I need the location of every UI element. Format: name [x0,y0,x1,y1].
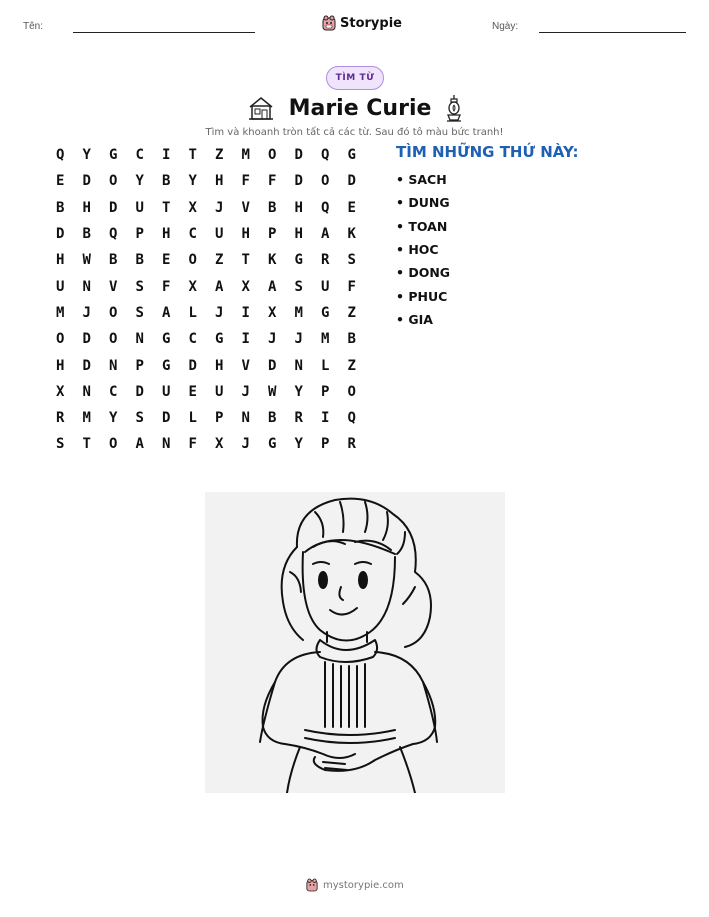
grid-letter[interactable]: D [56,226,65,243]
grid-letter[interactable]: F [268,173,277,190]
grid-letter[interactable]: K [268,252,277,269]
grid-letter[interactable]: F [347,278,356,295]
grid-letter[interactable]: N [162,436,171,453]
grid-letter[interactable]: M [294,304,303,321]
grid-letter[interactable]: D [135,383,144,400]
grid-letter[interactable]: B [347,331,356,348]
grid-letter[interactable]: A [215,278,224,295]
grid-letter[interactable]: O [109,436,118,453]
grid-letter[interactable]: Y [82,147,91,164]
grid-letter[interactable]: S [56,436,65,453]
grid-letter[interactable]: Y [109,410,118,427]
grid-letter[interactable]: X [241,278,250,295]
grid-letter[interactable]: G [215,331,224,348]
grid-letter[interactable]: E [347,199,356,216]
grid-letter[interactable]: D [82,357,91,374]
grid-letter[interactable]: X [215,436,224,453]
grid-letter[interactable]: P [268,226,277,243]
grid-letter[interactable]: A [162,304,171,321]
grid-letter[interactable]: U [215,383,224,400]
name-line [73,32,255,33]
grid-letter[interactable]: T [188,147,197,164]
word-list-item: • SACH [396,172,447,188]
grid-letter[interactable]: D [188,357,197,374]
grid-letter[interactable]: A [135,436,144,453]
instructions: Tìm và khoanh tròn tất cả các từ. Sau đó tô màu bức tranh! [205,127,504,138]
grid-letter[interactable]: F [188,436,197,453]
grid-row [47,431,367,457]
grid-letter[interactable]: U [135,199,144,216]
grid-letter[interactable]: O [347,383,356,400]
grid-letter[interactable]: E [188,383,197,400]
grid-letter[interactable]: C [135,147,144,164]
grid-letter[interactable]: B [162,173,171,190]
grid-letter[interactable]: H [215,357,224,374]
grid-letter[interactable]: R [56,410,65,427]
grid-letter[interactable]: I [321,410,330,427]
grid-row [47,326,367,352]
grid-letter[interactable]: B [82,226,91,243]
grid-row [47,142,367,168]
grid-letter[interactable]: N [82,278,91,295]
grid-letter[interactable]: O [109,304,118,321]
grid-letter[interactable]: L [188,410,197,427]
grid-letter[interactable]: V [241,357,250,374]
grid-letter[interactable]: G [294,252,303,269]
grid-letter[interactable]: H [162,226,171,243]
grid-letter[interactable]: Z [215,252,224,269]
grid-letter[interactable]: Q [109,226,118,243]
grid-letter[interactable]: M [56,304,65,321]
word-search-grid [47,142,367,458]
grid-letter[interactable]: O [56,331,65,348]
grid-letter[interactable]: S [294,278,303,295]
grid-letter[interactable]: E [162,252,171,269]
footer [306,878,404,892]
footer-url[interactable]: mystorypie.com [323,879,404,891]
grid-letter[interactable]: P [321,383,330,400]
word-list-item: • PHUC [396,288,448,304]
grid-letter[interactable]: D [82,331,91,348]
grid-row [47,379,367,405]
grid-letter[interactable]: A [268,278,277,295]
grid-letter[interactable]: J [215,304,224,321]
grid-letter[interactable]: D [294,147,303,164]
grid-letter[interactable]: Q [347,410,356,427]
house-icon [247,95,275,121]
grid-letter[interactable]: M [241,147,250,164]
grid-letter[interactable]: S [135,278,144,295]
grid-letter[interactable]: R [347,436,356,453]
grid-letter[interactable]: W [82,252,91,269]
grid-letter[interactable]: H [294,226,303,243]
grid-letter[interactable]: Y [135,173,144,190]
grid-letter[interactable]: G [162,357,171,374]
grid-row [47,273,367,299]
grid-letter[interactable]: D [294,173,303,190]
word-list-item: • TOAN [396,218,448,234]
grid-row [47,221,367,247]
grid-letter[interactable]: D [268,357,277,374]
grid-letter[interactable]: F [162,278,171,295]
grid-letter[interactable]: G [162,331,171,348]
activity-badge: TÌM TỪ [326,66,384,90]
grid-letter[interactable]: V [241,199,250,216]
storypie-footer-icon [306,878,318,892]
grid-letter[interactable]: U [162,383,171,400]
grid-letter[interactable]: P [135,226,144,243]
grid-letter[interactable]: P [321,436,330,453]
grid-letter[interactable]: J [215,199,224,216]
word-list [396,168,450,331]
grid-letter[interactable]: T [241,252,250,269]
grid-letter[interactable]: P [215,410,224,427]
grid-letter[interactable]: O [109,331,118,348]
grid-letter[interactable]: Q [56,147,65,164]
grid-letter[interactable]: B [135,252,144,269]
grid-letter[interactable]: S [135,304,144,321]
name-label: Tên: [23,21,44,32]
grid-letter[interactable]: B [109,252,118,269]
grid-row [47,300,367,326]
grid-letter[interactable]: D [162,410,171,427]
grid-letter[interactable]: H [82,199,91,216]
grid-letter[interactable]: O [188,252,197,269]
storypie-logo-icon [322,15,336,31]
grid-letter[interactable]: S [347,252,356,269]
grid-letter[interactable]: I [241,304,250,321]
grid-letter[interactable]: X [268,304,277,321]
grid-letter[interactable]: J [241,383,250,400]
grid-letter[interactable]: W [268,383,277,400]
word-list-item: • HOC [396,242,439,258]
grid-letter[interactable]: B [268,410,277,427]
date-line [539,32,686,33]
grid-letter[interactable]: Y [294,436,303,453]
grid-letter[interactable]: Z [347,357,356,374]
grid-letter[interactable]: R [321,252,330,269]
grid-letter[interactable]: G [268,436,277,453]
grid-letter[interactable]: H [241,226,250,243]
word-list-title: TÌM NHỮNG THỨ NÀY: [396,143,579,161]
grid-letter[interactable]: C [188,226,197,243]
grid-letter[interactable]: Q [321,199,330,216]
grid-letter[interactable]: L [321,357,330,374]
grid-letter[interactable]: D [82,173,91,190]
grid-letter[interactable]: C [109,383,118,400]
title-row [240,90,470,126]
grid-letter[interactable]: H [56,357,65,374]
grid-letter[interactable]: G [321,304,330,321]
grid-letter[interactable]: J [268,331,277,348]
grid-letter[interactable]: O [268,147,277,164]
grid-letter[interactable]: D [109,199,118,216]
grid-letter[interactable]: G [347,147,356,164]
storypie-logo [322,13,402,33]
grid-letter[interactable]: B [268,199,277,216]
grid-letter[interactable]: O [109,173,118,190]
grid-letter[interactable]: I [241,331,250,348]
grid-letter[interactable]: G [109,147,118,164]
grid-letter[interactable]: N [294,357,303,374]
grid-letter[interactable]: P [135,357,144,374]
grid-row [47,195,367,221]
grid-letter[interactable]: L [188,304,197,321]
date-label: Ngày: [492,21,519,32]
grid-letter[interactable]: X [188,199,197,216]
grid-letter[interactable]: D [347,173,356,190]
grid-letter[interactable]: X [56,383,65,400]
grid-letter[interactable]: T [162,199,171,216]
grid-letter[interactable]: J [82,304,91,321]
grid-letter[interactable]: R [294,410,303,427]
grid-row [47,405,367,431]
grid-letter[interactable]: K [347,226,356,243]
grid-letter[interactable]: Q [321,147,330,164]
grid-letter[interactable]: H [215,173,224,190]
grid-letter[interactable]: Y [294,383,303,400]
grid-letter[interactable]: N [241,410,250,427]
grid-letter[interactable]: V [109,278,118,295]
grid-letter[interactable]: I [162,147,171,164]
grid-letter[interactable]: N [82,383,91,400]
grid-letter[interactable]: F [241,173,250,190]
grid-letter[interactable]: X [188,278,197,295]
grid-letter[interactable]: Y [188,173,197,190]
grid-letter[interactable]: M [82,410,91,427]
grid-letter[interactable]: Z [347,304,356,321]
grid-letter[interactable]: N [135,331,144,348]
word-list-item: • DUNG [396,195,450,211]
grid-letter[interactable]: M [321,331,330,348]
word-list-item: • DONG [396,265,451,281]
page-title: Marie Curie [288,95,432,121]
grid-letter[interactable]: H [294,199,303,216]
grid-letter[interactable]: U [56,278,65,295]
grid-letter[interactable]: H [56,252,65,269]
grid-letter[interactable]: T [82,436,91,453]
grid-letter[interactable]: E [56,173,65,190]
grid-row [47,352,367,378]
grid-row [47,168,367,194]
grid-letter[interactable]: Z [215,147,224,164]
grid-letter[interactable]: C [188,331,197,348]
word-list-item: • GIA [396,311,433,327]
grid-letter[interactable]: A [321,226,330,243]
grid-letter[interactable]: S [135,410,144,427]
grid-letter[interactable]: N [109,357,118,374]
marie-curie-coloring-illustration [205,492,505,793]
grid-letter[interactable]: O [321,173,330,190]
grid-letter[interactable]: J [241,436,250,453]
coloring-picture [205,492,505,793]
oil-lamp-icon [445,93,463,123]
grid-row [47,247,367,273]
grid-letter[interactable]: U [321,278,330,295]
grid-letter[interactable]: B [56,199,65,216]
grid-letter[interactable]: J [294,331,303,348]
logo-text: Storypie [340,15,402,31]
grid-letter[interactable]: U [215,226,224,243]
